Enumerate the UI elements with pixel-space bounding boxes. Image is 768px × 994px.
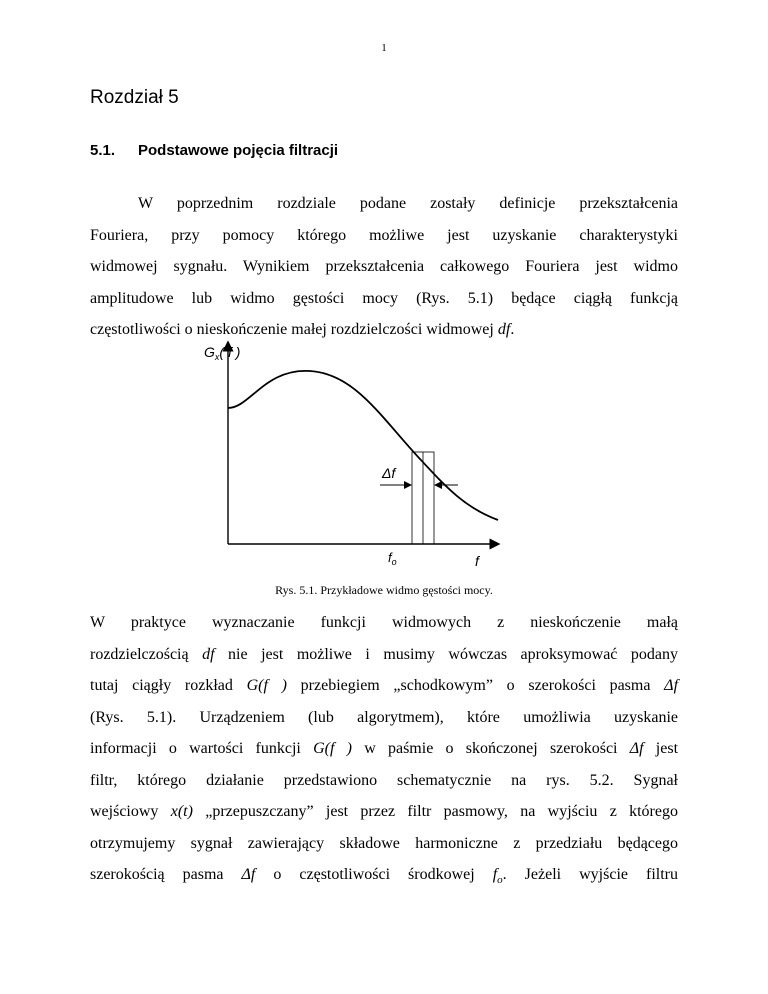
f0-tick-label: $f_o$ [388, 550, 397, 567]
p2-l5-c: w paśmie o skończonej szerokości [351, 740, 630, 757]
paragraph-2-line-8: otrzymujemy sygnał zawierający składowe harmoniczne z przedziału będącego [90, 834, 678, 852]
p2-l2-c: nie jest możliwe i musimy wówczas aproksymować podany [214, 645, 679, 663]
paragraph-1-line-2: Fouriera, przy pomocy którego możliwe jest uzyskanie charakterystyki [90, 226, 678, 244]
paragraph-2-line-9 [90, 859, 678, 897]
paragraph-1-line-3: widmowej sygnału. Wynikiem przekształcenia całkowego Fouriera jest widmo [90, 258, 678, 275]
paragraph-2-line-2 [90, 639, 678, 671]
paragraph-2-line-1: W praktyce wyznaczanie funkcji widmowych z nieskończenie małą [90, 614, 678, 631]
paragraph-1-line-5-text: częstotliwości o nieskończenie małej rozdzielczości widmowej [90, 321, 498, 338]
section-heading [90, 142, 338, 159]
spectrum-curve [228, 371, 498, 520]
paragraph-2-line-4: (Rys. 5.1). Urządzeniem (lub algorytmem), które umożliwia uzyskanie [90, 708, 678, 726]
gf-symbol-2: G(f ) [313, 740, 352, 757]
df-symbol: df [497, 321, 511, 338]
f0-symbol: $f_o$ [492, 866, 503, 887]
gf-symbol: G(f ) [246, 677, 287, 694]
paragraph-2-line-7 [90, 796, 678, 828]
section-number: 5.1. [90, 142, 116, 159]
y-axis-label: $G_x$( f ) [204, 344, 241, 362]
paragraph-1 [90, 188, 678, 346]
p2-l9-a: szerokością pasma [90, 866, 242, 883]
paragraph-1-line-4: amplitudowe lub widmo gęstości mocy (Rys. 5.1) będące ciągłą funkcją [90, 289, 678, 307]
spectrum-figure [204, 336, 500, 569]
p2-l3-c: przebiegiem „schodkowym” o szerokości pasma [286, 677, 665, 694]
xt-symbol: x(t) [170, 803, 193, 820]
df-symbol-2: df [202, 645, 215, 663]
delta-f-symbol-2: Δf [629, 740, 644, 757]
paragraph-1-line-5-end: . [510, 321, 515, 338]
section-title: Podstawowe pojęcia filtracji [138, 142, 339, 159]
spectrum-plot [204, 336, 500, 569]
chapter-title: Rozdział 5 [90, 87, 179, 108]
p2-l7-c: „przepuszczany” jest przez filtr pasmowy, na wyjściu z którego [192, 803, 678, 820]
delta-f-label: Δf [382, 465, 396, 481]
figure-caption: Rys. 5.1. Przykładowe widmo gęstości mocy. [275, 583, 493, 597]
paragraph-2-line-5 [90, 733, 678, 765]
p2-l7-a: wejściowy [90, 803, 171, 820]
x-axis-label: f [475, 553, 479, 569]
paragraph-1-line-1: W poprzednim rozdziale podane zostały definicje przekształcenia [138, 195, 678, 212]
paragraph-2-line-3 [90, 670, 678, 702]
delta-f-symbol: Δf [664, 677, 679, 694]
p2-l5-e: jest [643, 740, 679, 757]
p2-l5-a: informacji o wartości funkcji [90, 740, 314, 757]
page-number: 1 [381, 42, 387, 54]
paragraph-2-line-6: filtr, którego działanie przedstawiono schematycznie na rys. 5.2. Sygnał [90, 771, 678, 789]
p2-l9-c: o częstotliwości środkowej [255, 866, 493, 883]
p2-l2-a: rozdzielczością [90, 645, 203, 663]
p2-l9-f: . Jeżeli wyjście filtru [502, 866, 678, 883]
delta-f-symbol-3: Δf [241, 866, 256, 883]
paragraph-2 [90, 607, 678, 897]
p2-l3-a: tutaj ciągły rozkład [90, 677, 247, 694]
